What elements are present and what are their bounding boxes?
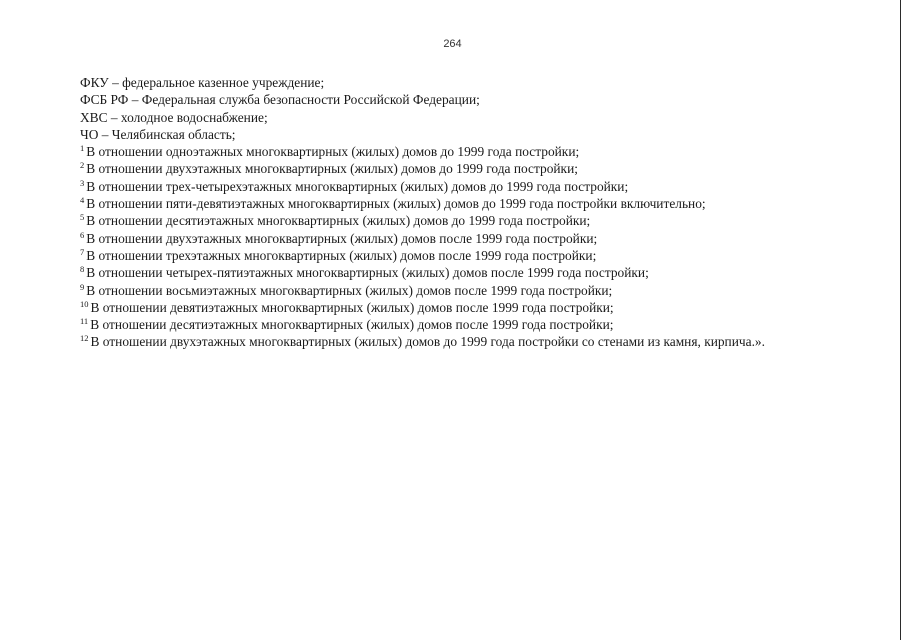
footnote-marker: 2 (80, 160, 85, 171)
footnote-text: В отношении двухэтажных многоквартирных (жилых) домов до 1999 года постройки со стенами из камня, кирпича.». (90, 334, 765, 350)
footnote-marker: 3 (80, 177, 85, 188)
footnote-6 (80, 230, 850, 247)
footnote-text: В отношении двухэтажных многоквартирных (жилых) домов до 1999 года постройки; (86, 161, 578, 177)
footnote-10 (80, 299, 850, 316)
footnote-marker: 11 (80, 316, 89, 327)
document-body (80, 74, 850, 351)
abbreviation-hvs: ХВС – холодное водоснабжение; (80, 109, 268, 125)
footnote-text: В отношении девятиэтажных многоквартирных (жилых) домов после 1999 года постройки; (90, 299, 614, 315)
abbreviation-fku: ФКУ – федеральное казенное учреждение; (80, 75, 325, 90)
footnote-marker: 1 (80, 143, 85, 154)
footnote-marker: 4 (80, 195, 85, 206)
footnote-marker: 5 (80, 212, 85, 223)
footnote-text: В отношении десятиэтажных многоквартирных (жилых) домов до 1999 года постройки; (86, 213, 591, 229)
footnote-text: В отношении четырех-пятиэтажных многоквартирных (жилых) домов после 1999 года постройки; (86, 265, 649, 281)
footnote-marker: 9 (80, 281, 85, 292)
footnote-1 (80, 143, 850, 160)
footnote-7 (80, 247, 850, 264)
footnote-text: В отношении трех-четырехэтажных многоквартирных (жилых) домов до 1999 года постройки; (86, 178, 629, 194)
abbreviation-cho: ЧО – Челябинская область; (80, 126, 236, 142)
footnote-2 (80, 160, 850, 177)
footnote-8 (80, 264, 850, 281)
footnote-text: В отношении одноэтажных многоквартирных (жилых) домов до 1999 года постройки; (86, 144, 580, 160)
footnote-text: В отношении двухэтажных многоквартирных (жилых) домов после 1999 года постройки; (86, 230, 598, 246)
footnote-12 (80, 333, 850, 350)
footnote-9 (80, 282, 850, 299)
footnote-11 (80, 316, 850, 333)
footnote-text: В отношении восьмиэтажных многоквартирных (жилых) домов после 1999 года постройки; (86, 282, 613, 298)
footnote-3 (80, 178, 850, 195)
footnote-marker: 10 (80, 298, 89, 309)
footnote-marker: 6 (80, 229, 85, 240)
abbreviation-fsb: ФСБ РФ – Федеральная служба безопасности Российской Федерации; (80, 92, 480, 108)
footnote-4 (80, 195, 850, 212)
page-number: 264 (443, 38, 462, 50)
footnote-text: В отношении пяти-девятиэтажных многоквартирных (жилых) домов до 1999 года постройки включительно; (86, 196, 706, 212)
footnote-text: В отношении трехэтажных многоквартирных (жилых) домов после 1999 года постройки; (86, 247, 597, 263)
page-edge-line (900, 0, 901, 640)
footnote-marker: 12 (80, 333, 89, 344)
footnote-marker: 7 (80, 246, 85, 257)
footnote-marker: 8 (80, 264, 85, 275)
footnote-text: В отношении десятиэтажных многоквартирных (жилых) домов после 1999 года постройки; (90, 317, 614, 333)
footnote-5 (80, 212, 850, 229)
